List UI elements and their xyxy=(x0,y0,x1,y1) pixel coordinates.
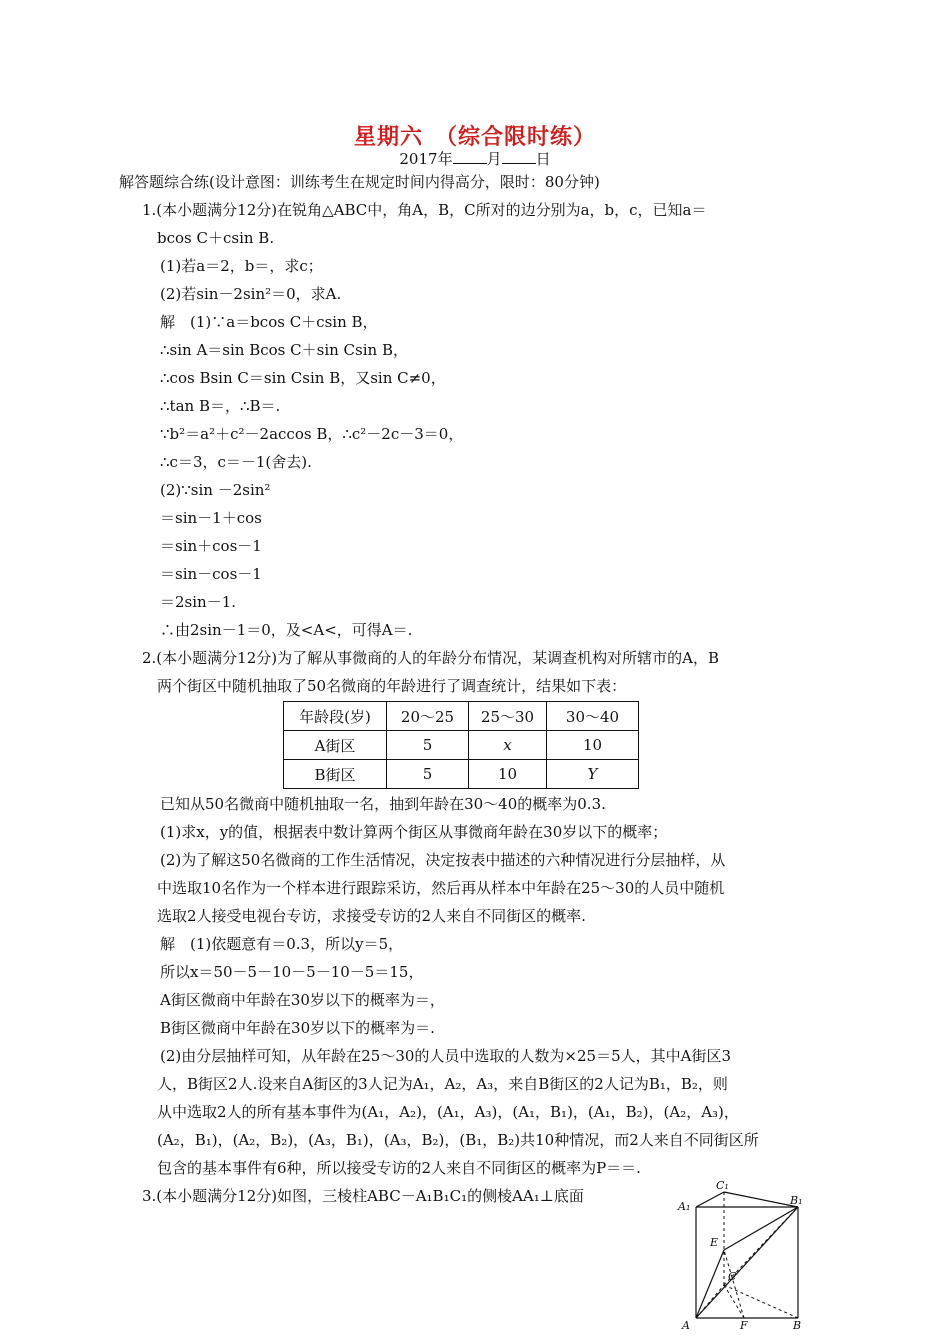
table-cell: 10 xyxy=(469,760,547,789)
edge-a1c1 xyxy=(696,1192,724,1207)
table-header-cell: 30～40 xyxy=(547,702,639,731)
figure-label: A xyxy=(682,1319,690,1330)
figure-label: E xyxy=(710,1236,719,1249)
figure-label: F xyxy=(740,1319,748,1330)
figure-label: B xyxy=(793,1319,802,1330)
figure-label: C xyxy=(728,1270,737,1283)
table-cell: x xyxy=(469,731,547,760)
problem-2-part-1: (1)求x，y的值，根据表中数计算两个街区从事微商年龄在30岁以下的概率； xyxy=(160,823,668,841)
table-header-cell: 年龄段(岁) xyxy=(284,702,387,731)
date-month-blank xyxy=(453,151,487,164)
figure-label: B₁ xyxy=(790,1194,803,1207)
table-cell: 10 xyxy=(547,731,639,760)
table-header-cell: 20～25 xyxy=(387,702,469,731)
solution-line: ∴c＝3，c＝－1(舍去). xyxy=(160,453,312,471)
edge-eb1 xyxy=(724,1207,798,1250)
solution-line: ＝sin－1＋cos xyxy=(160,509,262,527)
problem-2-text: 2.(本小题满分12分)为了解从事微商的人的年龄分布情况，某调查机构对所辖市的A，B xyxy=(142,649,719,667)
edge-cb xyxy=(724,1285,798,1318)
solution-line: 解 (1)∵a＝bcos C＋csin B， xyxy=(160,313,378,331)
table-cell: A街区 xyxy=(284,731,387,760)
problem-2-part-2-cont: 中选取10名作为一个样本进行跟踪采访，然后再从样本中年龄在25～30的人员中随机 xyxy=(157,879,725,897)
figure-label: A₁ xyxy=(678,1200,691,1213)
table-header-cell: 25～30 xyxy=(469,702,547,731)
table-cell: 5 xyxy=(387,760,469,789)
solution-line: B街区微商中年龄在30岁以下的概率为＝. xyxy=(160,1019,435,1037)
table-row xyxy=(284,760,639,789)
date-day: 日 xyxy=(535,150,551,168)
page-title: 星期六 （综合限时练） xyxy=(353,124,596,150)
solution-line: 包含的基本事件有6种，所以接受专访的2人来自不同街区的概率为P＝＝. xyxy=(157,1159,641,1177)
solution-line: ∴cos Bsin C＝sin Csin B，又sin C≠0， xyxy=(160,369,446,387)
solution-line: (2)由分层抽样可知，从年龄在25～30的人员中选取的人数为×25＝5人，其中A街区3 xyxy=(160,1047,731,1065)
solution-line: 解 (1)依题意有＝0.3，所以y＝5， xyxy=(160,935,404,953)
solution-line: A街区微商中年龄在30岁以下的概率为＝， xyxy=(160,991,445,1009)
solution-line: ＝sin－cos－1 xyxy=(160,565,262,583)
problem-2-text-cont: 两个街区中随机抽取了50名微商的年龄进行了调查统计，结果如下表： xyxy=(157,677,627,695)
date-month: 月 xyxy=(486,150,502,168)
edge-ae xyxy=(696,1250,724,1318)
solution-line: (2)∵sin －2sin² xyxy=(160,481,271,499)
section-intro: 解答题综合练(设计意图：训练考生在规定时间内得高分，限时：80分钟) xyxy=(119,173,600,191)
date-line xyxy=(0,148,950,169)
problem-1-text-cont: bcos C＋csin B. xyxy=(157,229,275,247)
problem-3-text: 3.(本小题满分12分)如图，三棱柱ABC－A₁B₁C₁的侧棱AA₁⊥底面 xyxy=(142,1187,584,1205)
solution-line: ＝sin＋cos－1 xyxy=(160,537,262,555)
edge-ac xyxy=(696,1285,724,1318)
problem-2-part-2: (2)为了解这50名微商的工作生活情况，决定按表中描述的六种情况进行分层抽样，从 xyxy=(160,851,726,869)
table-cell: 5 xyxy=(387,731,469,760)
solution-line: ∴sin A＝sin Bcos C＋sin Csin B， xyxy=(160,341,408,359)
table-row xyxy=(284,731,639,760)
figure-label: C₁ xyxy=(716,1180,729,1192)
date-year: 2017年 xyxy=(399,150,453,168)
solution-line: ∴由2sin－1＝0，及<A<，可得A＝. xyxy=(160,621,413,639)
solution-line: (A₂，B₁)，(A₂，B₂)，(A₃，B₁)，(A₃，B₂)，(B₁，B₂)共10种情况，而2人来自不同街区所 xyxy=(157,1131,759,1149)
prism-figure xyxy=(676,1180,806,1330)
table-header-row xyxy=(284,702,639,731)
edge-cf xyxy=(724,1285,744,1318)
problem-1-part-2: (2)若sin－2sin²＝0，求A. xyxy=(160,285,342,303)
date-day-blank xyxy=(502,151,536,164)
table-cell: B街区 xyxy=(284,760,387,789)
edge-c1b1 xyxy=(724,1192,798,1207)
solution-line: 从中选取2人的所有基本事件为(A₁，A₂)，(A₁，A₃)，(A₁，B₁)，(A₁，B₂)，(A₂，A₃)， xyxy=(157,1103,739,1121)
solution-line: 人，B街区2人.设来自A街区的3人记为A₁，A₂，A₃，来自B街区的2人记为B₁，B₂，则 xyxy=(157,1075,728,1093)
age-distribution-table xyxy=(283,701,639,789)
solution-line: 所以x＝50－5－10－5－10－5＝15， xyxy=(160,963,424,981)
problem-1-text: 1.(本小题满分12分)在锐角△ABC中，角A，B，C所对的边分别为a，b，c，已知a＝ xyxy=(142,201,707,219)
solution-line: ＝2sin－1. xyxy=(160,593,237,611)
table-cell: Y xyxy=(547,760,639,789)
solution-line: ∵b²＝a²＋c²－2accos B，∴c²－2c－3＝0， xyxy=(160,425,464,443)
solution-line: ∴tan B＝，∴B＝. xyxy=(160,397,281,415)
problem-2-condition: 已知从50名微商中随机抽取一名，抽到年龄在30～40的概率为0.3. xyxy=(160,795,606,813)
problem-1-part-1: (1)若a＝2，b＝，求c； xyxy=(160,257,323,275)
problem-2-part-2-cont: 选取2人接受电视台专访，求接受专访的2人来自不同街区的概率. xyxy=(157,907,586,925)
